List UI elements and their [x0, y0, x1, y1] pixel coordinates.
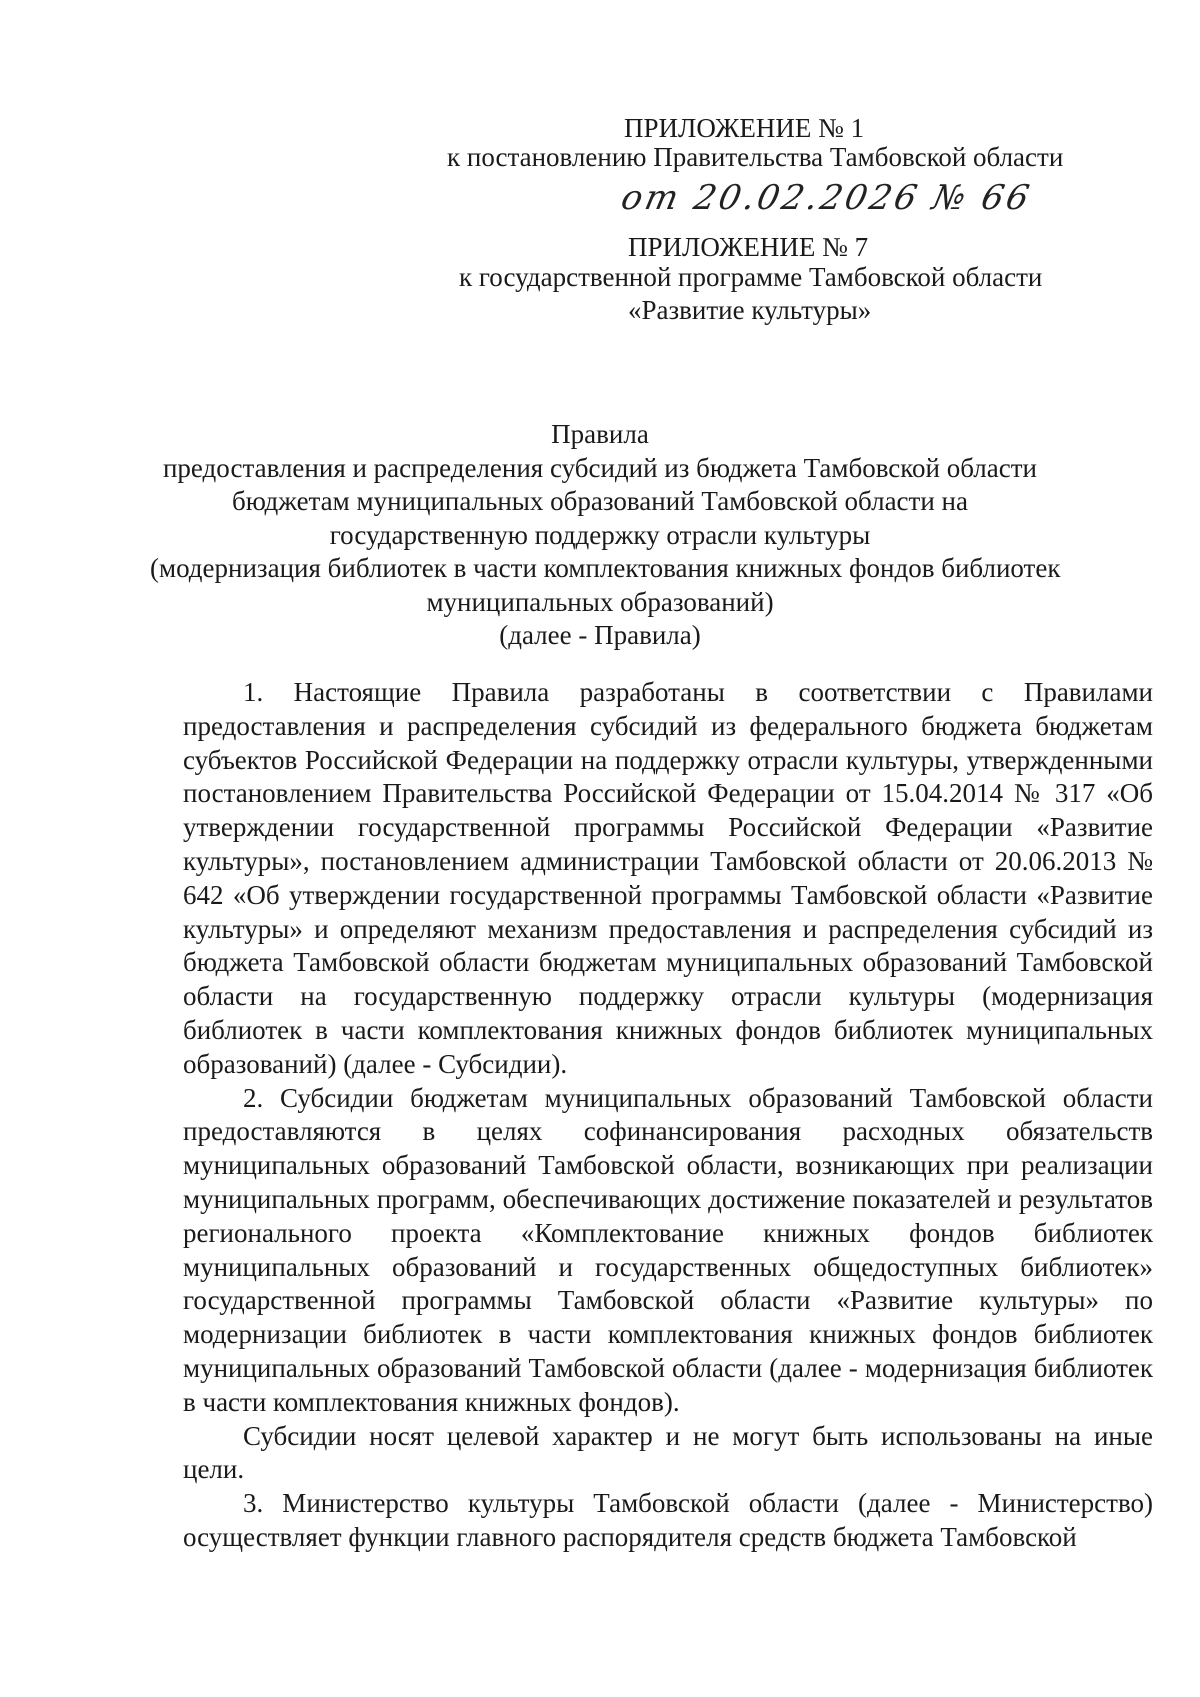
- paragraph-2-continuation: Субсидии носят целевой характер и не могут быть использованы на иные цели.: [183, 1420, 1153, 1485]
- annex-7-line-2: «Развитие культуры»: [628, 295, 872, 325]
- annex-1-subtitle: к постановлению Правительства Тамбовской области: [447, 142, 1064, 172]
- title-line: бюджетам муниципальных образований Тамбовской области на: [232, 486, 968, 516]
- title-line: предоставления и распределения субсидий из бюджета Тамбовской области: [162, 452, 1037, 483]
- title-line: муниципальных образований): [426, 586, 774, 617]
- paragraph-1: 1. Настоящие Правила разработаны в соответствии с Правилами предоставления и распределения субсидий из федерального бюджета бюджетам субъектов Российской Федерации на поддержку отрасли культуры, утвержденными постановлением Правительства Российской Федерации от 15.04.2014 № 317 «Об утверждении государственной программы Российской Федерации «Развитие культуры», постановлением администрации Тамбовской области от 20.06.2013 № 642 «Об утверждении государственной программы Тамбовской области «Развитие культуры» и определяют механизм предоставления и распределения субсидий из бюджета Тамбовской области бюджетам муниципальных образований Тамбовской области на государственную поддержку отрасли культуры (модернизация библиотек в части комплектования книжных фондов библиотек муниципальных образований) (далее - Субсидии).: [183, 677, 1153, 1079]
- annex-7-line-1: к государственной программе Тамбовской области: [459, 262, 1043, 292]
- title-line: Правила: [551, 419, 649, 449]
- annex-7-heading: ПРИЛОЖЕНИЕ № 7: [628, 232, 869, 262]
- handwritten-date-number: от 20.02.2026 № 66: [617, 178, 1036, 218]
- document-body: [183, 676, 1153, 1555]
- paragraph-3: 3. Министерство культуры Тамбовской области (далее - Министерство) осуществляет функции главного распорядителя средств бюджета Тамбовской: [183, 1488, 1153, 1552]
- title-line: (модернизация библиотек в части комплектования книжных фондов библиотек: [150, 553, 1061, 583]
- document-title: [150, 418, 1061, 653]
- annex-1-heading: ПРИЛОЖЕНИЕ № 1: [624, 113, 865, 143]
- title-line: (далее - Правила): [499, 620, 701, 650]
- paragraph-2: 2. Субсидии бюджетам муниципальных образований Тамбовской области предоставляются в целях софинансирования расходных обязательств муниципальных образований Тамбовской области, возникающих при реализации муниципальных программ, обеспечивающих достижение показателей и результатов регионального проекта «Комплектование книжных фондов библиотек муниципальных образований и государственных общедоступных библиотек» государственной программы Тамбовской области «Развитие культуры» по модернизации библиотек в части комплектования книжных фондов библиотек муниципальных образований Тамбовской области (далее - модернизация библиотек в части комплектования книжных фондов).: [183, 1082, 1153, 1417]
- title-line: государственную поддержку отрасли культуры: [329, 519, 871, 550]
